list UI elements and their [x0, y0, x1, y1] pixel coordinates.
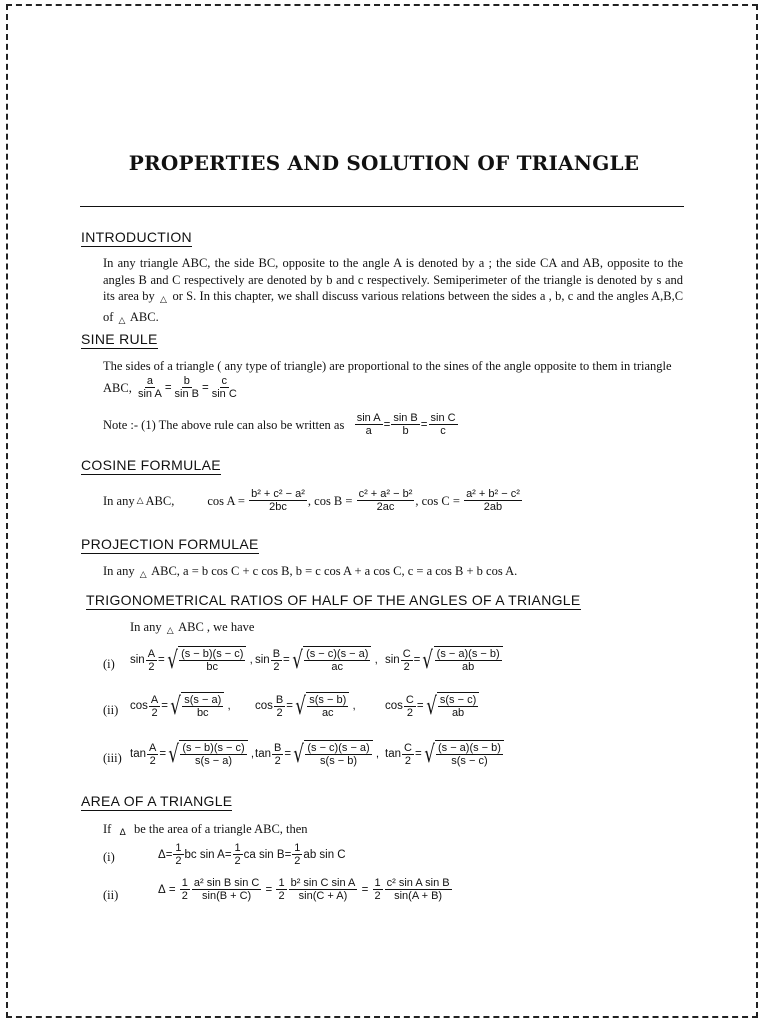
half-angle-row-label: (iii) [103, 751, 122, 765]
trig-fn: tan [255, 748, 271, 760]
half-angle-row-label: (i) [103, 657, 115, 671]
fraction: $\frac{\text{c² + a² − b²}}{2ac}$ [358, 488, 413, 513]
sqrt-icon: √ $\frac{(s - a)(s - b)}{ab}$ [420, 646, 502, 674]
cos-b-label: , cos B = [307, 493, 353, 508]
fraction: $\frac{C}{2}$ [404, 741, 412, 767]
cos-a-label: cos A = [207, 493, 245, 508]
area-ii-label: (ii) [103, 888, 119, 902]
half-angle-formula: tan $\frac{B}{2}$ = √ $\frac{(s - c)(s - a)}{s(s - b)}$ , [255, 740, 383, 768]
area-term: ca sin B [243, 848, 285, 861]
sqrt-icon: √ $\frac{(s - c)(s - a)}{s(s - b)}$ [291, 740, 373, 768]
we-have-text: ABC , we have [178, 620, 255, 634]
area-be-text: be the area of a triangle ABC, then [134, 822, 308, 836]
fraction: $\frac{c}{\text{sin C}}$ [211, 375, 237, 400]
half-angle-row-label: (ii) [103, 703, 119, 717]
sqrt-icon: √ $\frac{s(s - c)}{ab}$ [424, 692, 480, 720]
fraction: $\frac{(s - b)(s - c)}{bc}$ [181, 648, 244, 673]
fraction: $\frac{1}{2}$ [374, 877, 381, 902]
half-angle-formula: sin $\frac{C}{2}$ = √ $\frac{(s - a)(s - b)}{ab}$ [385, 646, 503, 674]
trig-fn: cos [385, 700, 403, 712]
area-heading: AREA OF A TRIANGLE [81, 793, 233, 809]
in-any-text: In any [103, 493, 135, 508]
half-angles-heading: TRIGONOMETRICAL RATIOS OF HALF OF THE ANGLES OF A TRIANGLE [86, 592, 581, 608]
page-title: PROPERTIES AND SOLUTION OF TRIANGLE [128, 151, 640, 175]
in-any-text: In any [130, 620, 162, 634]
delta-symbol: Δ [158, 883, 166, 896]
fraction: $\frac{(s - c)(s - a)}{ac}$ [306, 648, 369, 673]
in-any-text: In any [103, 564, 135, 578]
cosine-heading: COSINE FORMULAE [81, 457, 221, 473]
trig-fn: sin [130, 654, 145, 666]
triangle-icon: △ [118, 315, 126, 326]
fraction: $\frac{A}{2}$ [150, 693, 159, 719]
fraction: $\frac{1}{2}$ [234, 842, 241, 867]
sqrt-icon: √ $\frac{s(s - b)}{ac}$ [293, 692, 349, 720]
fraction: $\frac{(s - a)(s - b)}{s(s - c)}$ [437, 742, 501, 767]
trig-fn: cos [130, 700, 148, 712]
sqrt-icon: √ $\frac{(s - b)(s - c)}{bc}$ [165, 646, 247, 674]
fraction: $\frac{C}{2}$ [405, 693, 414, 719]
fraction: $\frac{s(s - a)}{bc}$ [184, 694, 222, 719]
half-angle-formula: cos $\frac{A}{2}$ = √ $\frac{s(s - a)}{bc}$ , [130, 692, 234, 720]
trig-fn: sin [385, 654, 400, 666]
if-text: If [103, 822, 112, 836]
triangle-icon: △ [166, 626, 174, 636]
half-angle-formula: tan $\frac{A}{2}$ = √ $\frac{(s - b)(s - c)}{s(s - a)}$ , [130, 740, 258, 768]
fraction: $\frac{B}{2}$ [275, 693, 284, 719]
sqrt-icon: √ $\frac{(s - c)(s - a)}{ac}$ [290, 646, 372, 674]
fraction: $\frac{1}{2}$ [278, 877, 285, 902]
fraction: $\frac{(s - a)(s - b)}{ab}$ [436, 648, 500, 673]
projection-text: ABC, a = b cos C + c cos B, b = c cos A + a cos C, c = a cos B + b cos A. [151, 564, 518, 578]
fraction: $\frac{a}{\text{sin A}}$ [137, 375, 162, 400]
delta-symbol: Δ [158, 848, 166, 861]
fraction: $\frac{\text{sin C}}{c}$ [430, 412, 456, 437]
fraction: $\frac{s(s - c)}{ab}$ [439, 694, 477, 719]
fraction: $\frac{b}{\text{sin B}}$ [174, 375, 199, 400]
half-angle-formula: cos $\frac{C}{2}$ = √ $\frac{s(s - c)}{ab}$ [385, 692, 479, 720]
fraction: $\frac{(s - c)(s - a)}{s(s - b)}$ [307, 742, 370, 767]
half-angle-formula: cos $\frac{B}{2}$ = √ $\frac{s(s - b)}{ac}$ , [255, 692, 359, 720]
half-angle-formula: sin $\frac{A}{2}$ = √ $\frac{(s - b)(s - c)}{bc}$ , [130, 646, 256, 674]
fraction: $\frac{\text{c² sin A sin B}}{\sin(A + B)}$ [386, 877, 450, 902]
sine-rule-abc: ABC, [103, 380, 132, 395]
area-formula-i: Δ = $\frac{1}{2}$ bc sin A = $\frac{1}{2}$ ca sin B = $\frac{1}{2}$ ab sin C [158, 842, 346, 867]
fraction: $\frac{\text{b² sin C sin A}}{\sin(C + A)}$ [290, 877, 356, 902]
abc-text: ABC, [145, 493, 175, 508]
area-i-label: (i) [103, 850, 115, 864]
fraction: $\frac{1}{2}$ [294, 842, 301, 867]
area-term: ab sin C [303, 848, 346, 861]
fraction: $\frac{A}{2}$ [147, 647, 156, 673]
note-text: Note :- (1) The above rule can also be written as [103, 417, 345, 432]
intro-text-3: ABC. [129, 309, 159, 324]
half-angles-intro [130, 619, 254, 639]
fraction: $\frac{B}{2}$ [274, 741, 282, 767]
fraction: $\frac{\text{a² sin B sin C}}{\sin(B + C)}$ [193, 877, 260, 902]
triangle-icon: △ [160, 295, 168, 306]
half-angle-formula: tan $\frac{C}{2}$ = √ $\frac{(s - a)(s - b)}{s(s - c)}$ [385, 740, 504, 768]
projection-formula [103, 563, 517, 583]
intro-paragraph [103, 255, 683, 329]
intro-text-1: In any triangle ABC, the side BC, opposite to the angle A is denoted by a ; the side CA and AB, opposite to the angles B and C respectively are denoted by b and c respectively. Semiperimeter of the triangle is denoted by s and its area by [103, 256, 683, 304]
trig-fn: sin [255, 654, 270, 666]
trig-fn: tan [130, 748, 146, 760]
triangle-icon: △ [139, 570, 147, 580]
fraction: $\frac{B}{2}$ [272, 647, 281, 673]
sqrt-icon: √ $\frac{(s - b)(s - c)}{s(s - a)}$ [166, 740, 248, 768]
sine-rule-text: The sides of a triangle ( any type of triangle) are proportional to the sines of the angle opposite to them in triangle [103, 359, 672, 373]
intro-heading: INTRODUCTION [81, 229, 192, 245]
sine-rule-formula: ABC, $\frac{a}{\text{sin A}}$ = $\frac{b}{\text{sin B}}$ = $\frac{c}{\text{sin C}}$ [103, 375, 237, 400]
triangle-icon: △ [136, 495, 144, 506]
fraction: $\frac{A}{2}$ [149, 741, 157, 767]
fraction: $\frac{\text{sin B}}{b}$ [393, 412, 418, 437]
trig-fn: cos [255, 700, 273, 712]
fraction: $\frac{\text{a² + b² − c²}}{2ab}$ [466, 488, 520, 513]
cos-c-label: , cos C = [415, 493, 460, 508]
fraction: $\frac{1}{2}$ [181, 877, 188, 902]
fraction: $\frac{C}{2}$ [402, 647, 411, 673]
trig-fn: tan [385, 748, 401, 760]
intro-text-2: or S. In this chapter, we shall discuss various relations between the sides a , b, c and the angles A,B,C of [103, 289, 684, 324]
fraction: $\frac{\text{sin A}}{a}$ [356, 412, 381, 437]
sine-rule-note: Note :- (1) The above rule can also be written as $\frac{\text{sin A}}{a}$ = $\frac{\text{sin B}}{b}$ = $\frac{\text{sin C}}{c}$ [103, 412, 456, 437]
delta-symbol: Δ [119, 828, 126, 838]
area-formula-ii: Δ = $\frac{1}{2}$ $\frac{\text{a² sin B sin C}}{\sin(B + C)}$ = $\frac{1}{2}$ $\frac{\text{b² sin C sin A}}{\sin(C + A)}$ = $\frac{1}{2}$ $\frac{\text{c² sin A sin B}}{\sin(A + B)}$ [158, 877, 450, 902]
cosine-formula [103, 488, 523, 513]
title-underline [80, 206, 684, 207]
sqrt-icon: √ $\frac{s(s - a)}{bc}$ [168, 692, 224, 720]
area-term: bc sin A [184, 848, 225, 861]
sine-rule-heading: SINE RULE [81, 331, 158, 347]
area-intro [103, 821, 308, 841]
half-angle-formula: sin $\frac{B}{2}$ = √ $\frac{(s - c)(s - a)}{ac}$ , [255, 646, 381, 674]
fraction: $\frac{(s - b)(s - c)}{s(s - a)}$ [182, 742, 245, 767]
projection-heading: PROJECTION FORMULAE [81, 536, 259, 552]
sqrt-icon: √ $\frac{(s - a)(s - b)}{s(s - c)}$ [422, 740, 504, 768]
fraction: $\frac{\text{b² + c² − a²}}{2bc}$ [251, 488, 305, 513]
fraction: $\frac{1}{2}$ [175, 842, 182, 867]
fraction: $\frac{s(s - b)}{ac}$ [309, 694, 347, 719]
